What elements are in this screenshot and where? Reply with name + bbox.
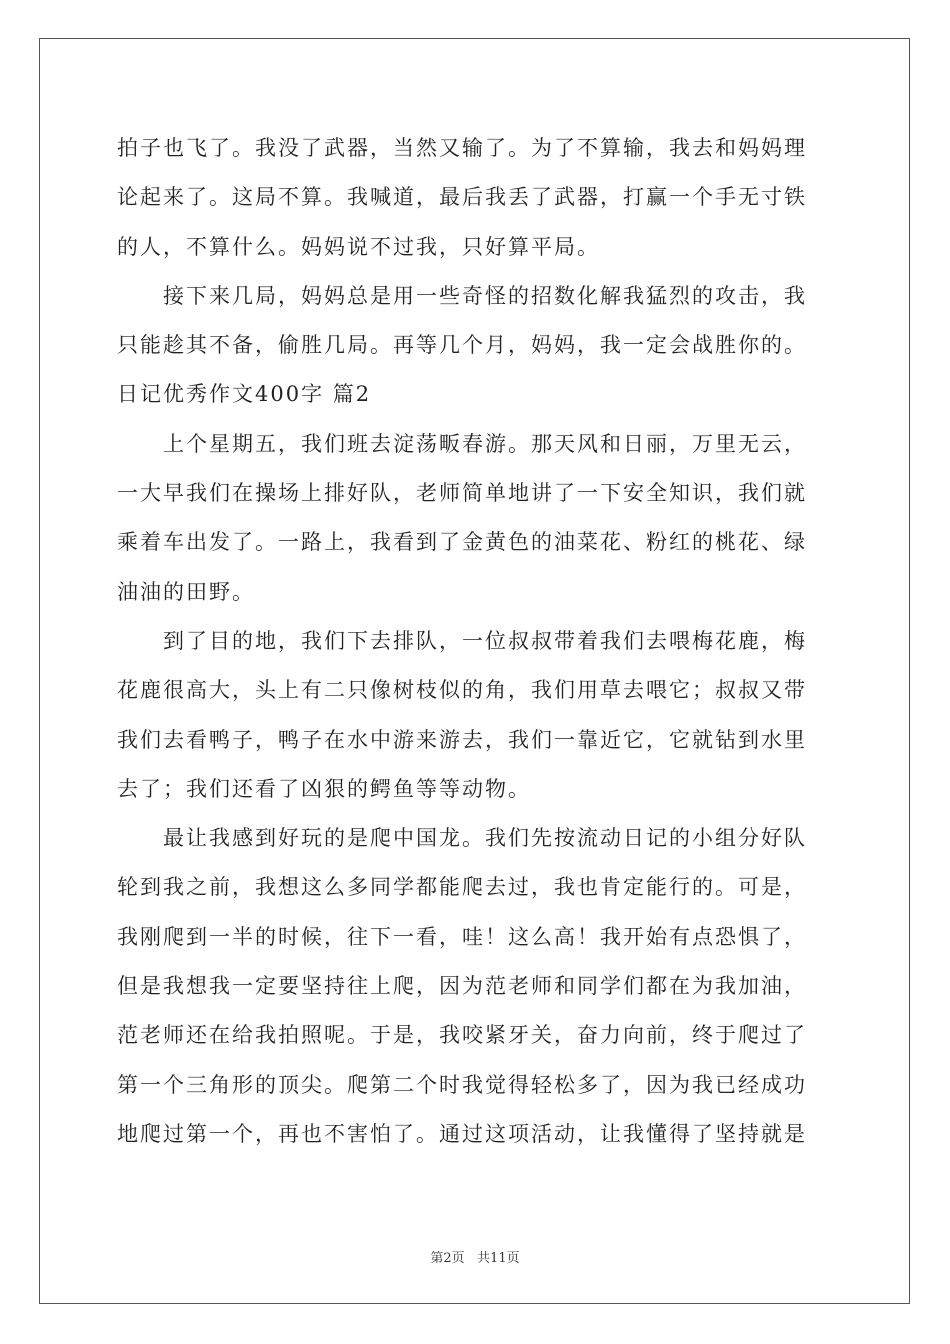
text-line: 论起来了。这局不算。我喊道，最后我丢了武器，打赢一个手无寸铁 <box>117 185 807 210</box>
paragraph-first-line: 到了目的地，我们下去排队，一位叔叔带着我们去喂梅花鹿，梅 <box>163 628 807 653</box>
document-body <box>117 124 837 1159</box>
text-line: 第一个三角形的顶尖。爬第二个时我觉得轻松多了，因为我已经成功 <box>117 1072 807 1097</box>
text-line: 拍子也飞了。我没了武器，当然又输了。为了不算输，我去和妈妈理 <box>117 136 807 160</box>
text-line: 范老师还在给我拍照呢。于是，我咬紧牙关，奋力向前，终于爬过了 <box>117 1023 807 1048</box>
page-number-footer: 第2页 共11页 <box>430 1251 520 1266</box>
text-line: 的人，不算什么。妈妈说不过我，只好算平局。 <box>117 234 600 259</box>
text-line: 只能趁其不备，偷胜几局。再等几个月，妈妈，我一定会战胜你的。 <box>117 333 807 358</box>
paragraph-first-line: 上个星期五，我们班去淀荡畈春游。那天风和日丽，万里无云， <box>163 431 807 456</box>
text-line: 花鹿很高大，头上有二只像树枝似的角，我们用草去喂它；叔叔又带 <box>117 678 807 703</box>
text-line: 轮到我之前，我想这么多同学都能爬去过，我也肯定能行的。可是， <box>117 875 807 900</box>
text-line: 乘着车出发了。一路上，我看到了金黄色的油菜花、粉红的桃花、绿 <box>117 530 807 555</box>
paragraph-first-line: 接下来几局，妈妈总是用一些奇怪的招数化解我猛烈的攻击，我 <box>163 283 807 308</box>
text-line: 我们去看鸭子，鸭子在水中游来游去，我们一靠近它，它就钻到水里 <box>117 727 807 752</box>
text-line: 但是我想我一定要坚持往上爬，因为范老师和同学们都在为我加油， <box>117 974 807 999</box>
text-line: 我刚爬到一半的时候，往下一看，哇！这么高！我开始有点恐惧了， <box>117 924 807 949</box>
text-line: 日记优秀作文400字 篇2 <box>117 382 372 407</box>
paragraph-first-line: 最让我感到好玩的是爬中国龙。我们先按流动日记的小组分好队 <box>163 826 807 851</box>
text-line: 地爬过第一个，再也不害怕了。通过这项活动，让我懂得了坚持就是 <box>117 1121 807 1146</box>
text-line: 去了；我们还看了凶狠的鳄鱼等等动物。 <box>117 776 531 801</box>
text-line: 一大早我们在操场上排好队，老师简单地讲了一下安全知识，我们就 <box>117 481 807 506</box>
text-line: 油油的田野。 <box>117 579 255 604</box>
